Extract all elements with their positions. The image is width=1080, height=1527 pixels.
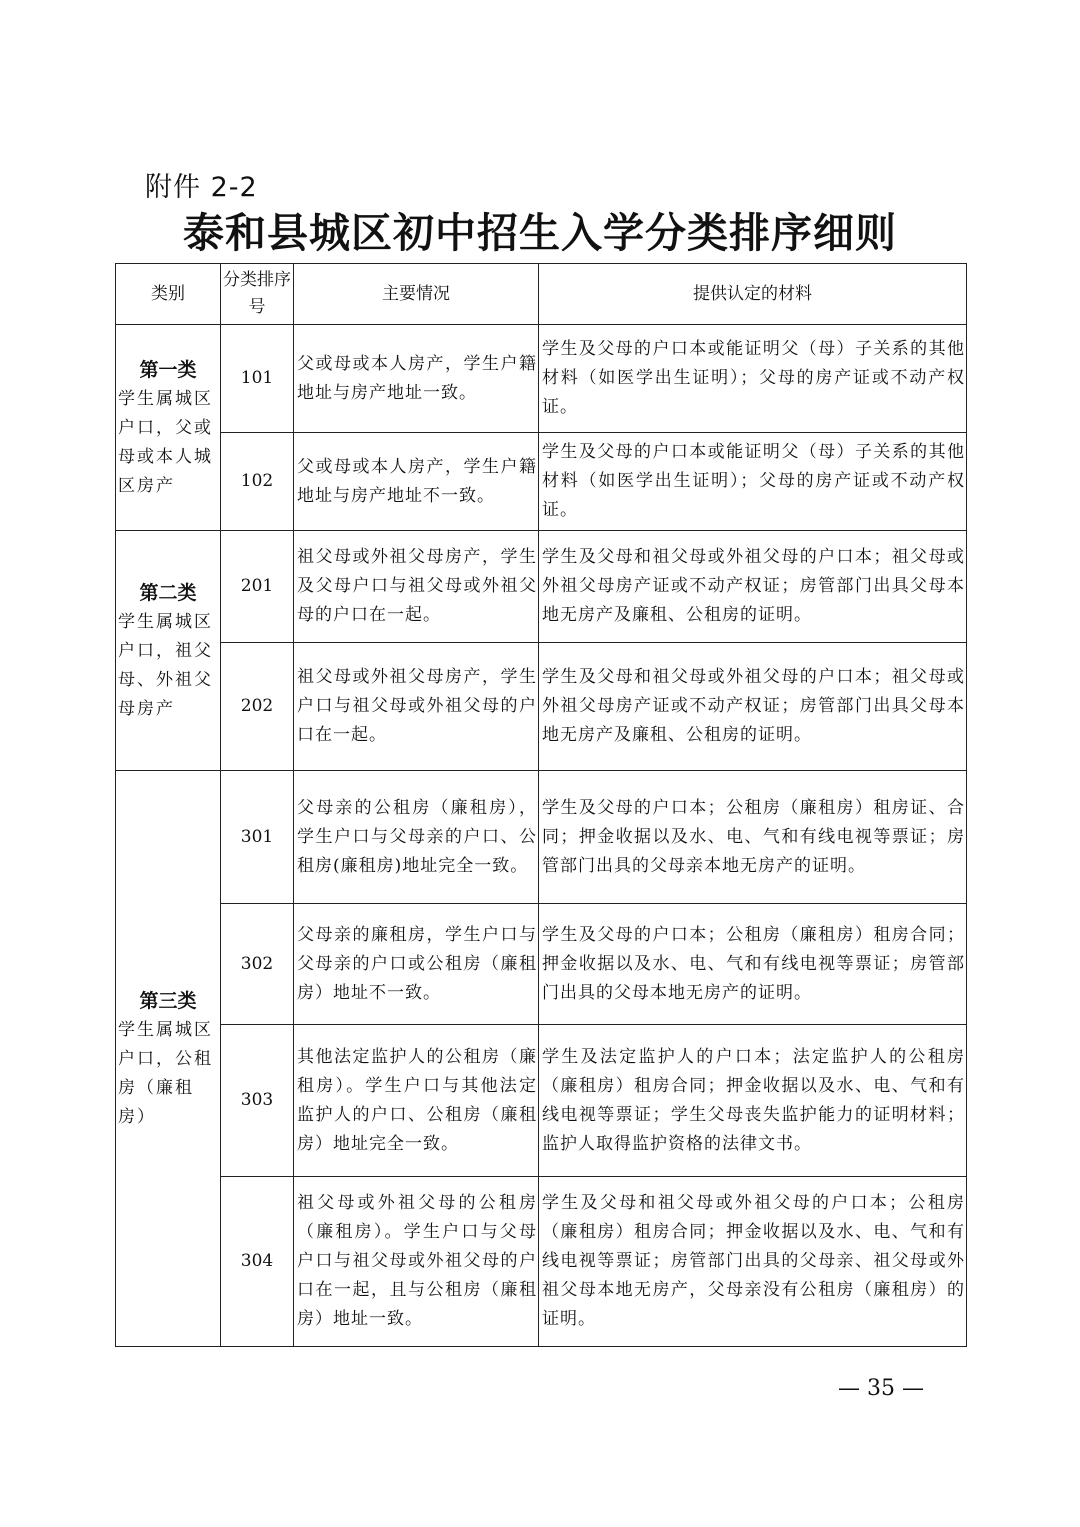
category-name: 第三类 <box>139 989 197 1012</box>
materials-cell: 学生及父母的户口本或能证明父（母）子关系的其他材料（如医学出生证明）；父母的房产证或不动产权证。 <box>539 325 967 433</box>
table-header-row <box>116 264 967 325</box>
situation-cell: 父或母或本人房产，学生户籍地址与房产地址不一致。 <box>294 433 539 531</box>
header-situation: 主要情况 <box>294 264 539 325</box>
materials-cell: 学生及法定监护人的户口本；法定监护人的公租房（廉租房）租房合同；押金收据以及水、电、气和有线电视等票证；学生父母丧失监护能力的证明材料；监护人取得监护资格的法律文书。 <box>539 1025 967 1177</box>
category-code: 102 <box>221 433 294 531</box>
category-code: 304 <box>221 1177 294 1347</box>
table-row <box>116 1177 967 1347</box>
category-code: 301 <box>221 771 294 904</box>
category-description: 学生属城区户口，父或母或本人城区房产 <box>118 388 213 496</box>
table-row <box>116 904 967 1025</box>
category-code: 201 <box>221 531 294 643</box>
category-name: 第二类 <box>139 581 197 604</box>
table-row <box>116 643 967 771</box>
materials-cell: 学生及父母的户口本；公租房（廉租房）租房合同；押金收据以及水、电、气和有线电视等票证；房管部门出具的父母本地无房产的证明。 <box>539 904 967 1025</box>
materials-cell: 学生及父母和祖父母或外祖父母的户口本；祖父母或外祖父母房产证或不动产权证；房管部门出具父母本地无房产及廉租、公租房的证明。 <box>539 531 967 643</box>
document-title: 泰和县城区初中招生入学分类排序细则 <box>183 209 897 257</box>
table-row <box>116 531 967 643</box>
category-description: 学生属城区户口，公租房（廉租房） <box>118 1019 213 1127</box>
category-code: 202 <box>221 643 294 771</box>
situation-cell: 祖父母或外祖父母的公租房（廉租房）。学生户口与父母户口与祖父母或外祖父母的户口在一起，且与公租房（廉租房）地址一致。 <box>294 1177 539 1347</box>
category-code: 303 <box>221 1025 294 1177</box>
situation-cell: 祖父母或外祖父母房产，学生及父母户口与祖父母或外祖父母的户口在一起。 <box>294 531 539 643</box>
situation-cell: 父母亲的廉租房，学生户口与父母亲的户口或公租房（廉租房）地址不一致。 <box>294 904 539 1025</box>
header-category: 类别 <box>116 264 221 325</box>
category-description: 学生属城区户口，祖父母、外祖父母房产 <box>118 611 213 719</box>
attachment-label: 附件 2-2 <box>145 172 258 203</box>
header-code: 分类排序号 <box>221 264 294 325</box>
header-materials: 提供认定的材料 <box>539 264 967 325</box>
situation-cell: 其他法定监护人的公租房（廉租房）。学生户口与其他法定监护人的户口、公租房（廉租房）地址完全一致。 <box>294 1025 539 1177</box>
category-code: 302 <box>221 904 294 1025</box>
materials-cell: 学生及父母和祖父母或外祖父母的户口本；公租房（廉租房）租房合同；押金收据以及水、电、气和有线电视等票证；房管部门出具的父母亲、祖父母或外祖父母本地无房产，父母亲没有公租房（廉租房）的证明。 <box>539 1177 967 1347</box>
materials-cell: 学生及父母的户口本或能证明父（母）子关系的其他材料（如医学出生证明）；父母的房产证或不动产权证。 <box>539 433 967 531</box>
category-cell <box>116 325 221 531</box>
category-cell <box>116 531 221 771</box>
table-row <box>116 1025 967 1177</box>
situation-cell: 祖父母或外祖父母房产，学生户口与祖父母或外祖父母的户口在一起。 <box>294 643 539 771</box>
situation-cell: 父或母或本人房产，学生户籍地址与房产地址一致。 <box>294 325 539 433</box>
classification-table <box>115 263 967 1347</box>
category-cell <box>116 771 221 1347</box>
situation-cell: 父母亲的公租房（廉租房），学生户口与父母亲的户口、公租房(廉租房)地址完全一致。 <box>294 771 539 904</box>
category-name: 第一类 <box>139 358 197 381</box>
materials-cell: 学生及父母的户口本；公租房（廉租房）租房证、合同；押金收据以及水、电、气和有线电视等票证；房管部门出具的父母亲本地无房产的证明。 <box>539 771 967 904</box>
table-row <box>116 433 967 531</box>
page-number: — 35 — <box>838 1376 924 1401</box>
table-row <box>116 771 967 904</box>
table-row <box>116 325 967 433</box>
materials-cell: 学生及父母和祖父母或外祖父母的户口本；祖父母或外祖父母房产证或不动产权证；房管部门出具父母本地无房产及廉租、公租房的证明。 <box>539 643 967 771</box>
category-code: 101 <box>221 325 294 433</box>
